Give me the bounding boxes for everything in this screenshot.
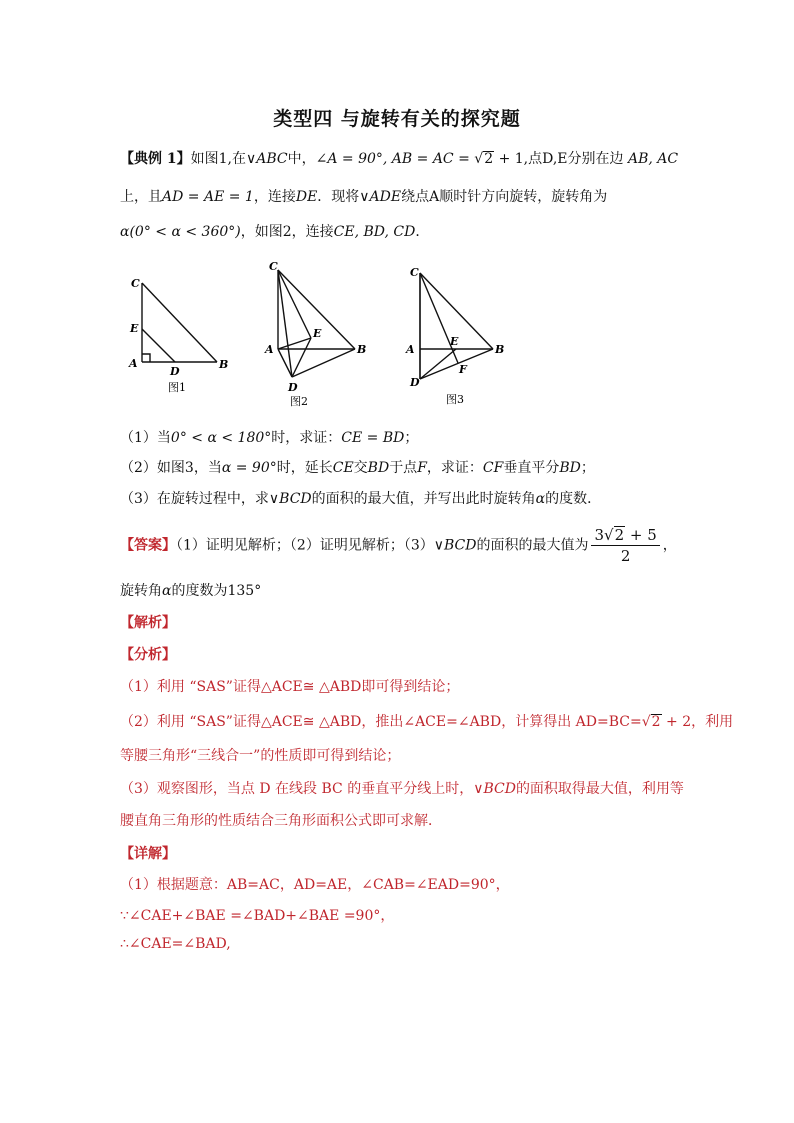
fig3-label-d: D — [410, 376, 420, 389]
fig1-label-e: E — [130, 322, 139, 335]
fig1-right-angle-mark — [142, 354, 150, 362]
analysis-p2: （2）利用 “SAS”证得△ACE≅ △ABD，推出∠ACE=∠ABD，计算得出 AD=BC=√2 + 2，利用 — [120, 714, 734, 730]
fig3-caption: 图3 — [446, 393, 464, 406]
analysis-p1: （1）利用 “SAS”证得△ACE≅ △ABD即可得到结论； — [120, 679, 460, 695]
figure-3 — [420, 273, 493, 379]
fig1-label-b: B — [219, 358, 229, 371]
figure-1 — [142, 283, 217, 362]
fig1-label-c: C — [131, 277, 140, 290]
example-line-2: 上，且AD = AE = 1，连接DE．现将∨ADE绕点A顺时针方向旋转，旋转角为 — [120, 189, 608, 205]
example-line-1: 【典例 1】如图1,在∨ABC中，∠A = 90°, AB = AC = √2 + 1,点D,E分别在边 AB, AC — [120, 151, 679, 167]
example-line-3: α(0° < α < 360°)，如图2，连接CE, BD, CD． — [120, 224, 430, 240]
fig2-label-a: A — [265, 343, 274, 356]
fig2-caption: 图2 — [290, 395, 308, 408]
detail-d1: （1）根据题意：AB=AC，AD=AE，∠CAB=∠EAD=90°， — [120, 877, 510, 893]
analysis-p5: 腰直角三角形的性质结合三角形面积公式即可求解． — [120, 813, 442, 829]
fig1-caption: 图1 — [168, 381, 186, 394]
example-tag: 【典例 1】 — [120, 151, 191, 167]
fig2-edge-cd — [278, 270, 292, 377]
fig3-label-c: C — [410, 266, 419, 279]
fig2-label-e: E — [313, 327, 322, 340]
fig2-edge-db — [292, 349, 355, 377]
question-3: （3）在旋转过程中，求∨BCD的面积的最大值，并写出此时旋转角α的度数． — [120, 491, 602, 507]
question-2: （2）如图3，当α = 90°时，延长CE交BD于点F，求证：CF垂直平分BD； — [120, 460, 595, 476]
fig1-label-d: D — [170, 365, 180, 378]
answer-line-1: 【答案】（1）证明见解析；（2）证明见解析；（3）∨BCD的面积的最大值为 $\frac{3√2 + 5}{2}$ ， — [120, 526, 677, 565]
answer-tag: 【答案】 — [120, 537, 176, 554]
fig1-label-a: A — [129, 357, 138, 370]
fig2-label-d: D — [288, 381, 298, 394]
analysis-p3: 等腰三角形“三线合一”的性质即可得到结论； — [120, 748, 401, 764]
fig3-label-b: B — [495, 343, 505, 356]
answer-fraction: $\frac{3√2 + 5}{2}$ — [591, 526, 659, 565]
analysis-p4: （3）观察图形，当点 D 在线段 BC 的垂直平分线上时，∨BCD的面积取得最大值，利用等 — [120, 781, 684, 797]
geometry-figures — [120, 255, 520, 415]
detail-d3: ∴∠CAE=∠BAD, — [120, 936, 231, 952]
page-title: 类型四 与旋转有关的探究题 — [273, 108, 521, 130]
figure-2 — [278, 270, 355, 377]
fig3-label-e: E — [450, 335, 459, 348]
fig2-label-b: B — [357, 343, 367, 356]
answer-line-2: 旋转角α的度数为135° — [120, 583, 262, 599]
fig2-label-c: C — [269, 260, 278, 273]
question-1: （1）当0° < α < 180°时，求证：CE = BD； — [120, 430, 419, 446]
fig3-label-a: A — [406, 343, 415, 356]
analysis-subtag: 【分析】 — [120, 647, 176, 663]
detail-d2: ∵∠CAE+∠BAE =∠BAD+∠BAE =90°， — [120, 908, 395, 924]
fig1-edge-de — [142, 329, 175, 362]
fig1-edge-bc — [142, 283, 217, 362]
fig3-label-f: F — [459, 363, 467, 376]
fig3-edge-de — [420, 349, 456, 379]
detail-tag: 【详解】 — [120, 846, 176, 862]
fig3-edge-db — [420, 349, 493, 379]
analysis-tag: 【解析】 — [120, 615, 176, 631]
